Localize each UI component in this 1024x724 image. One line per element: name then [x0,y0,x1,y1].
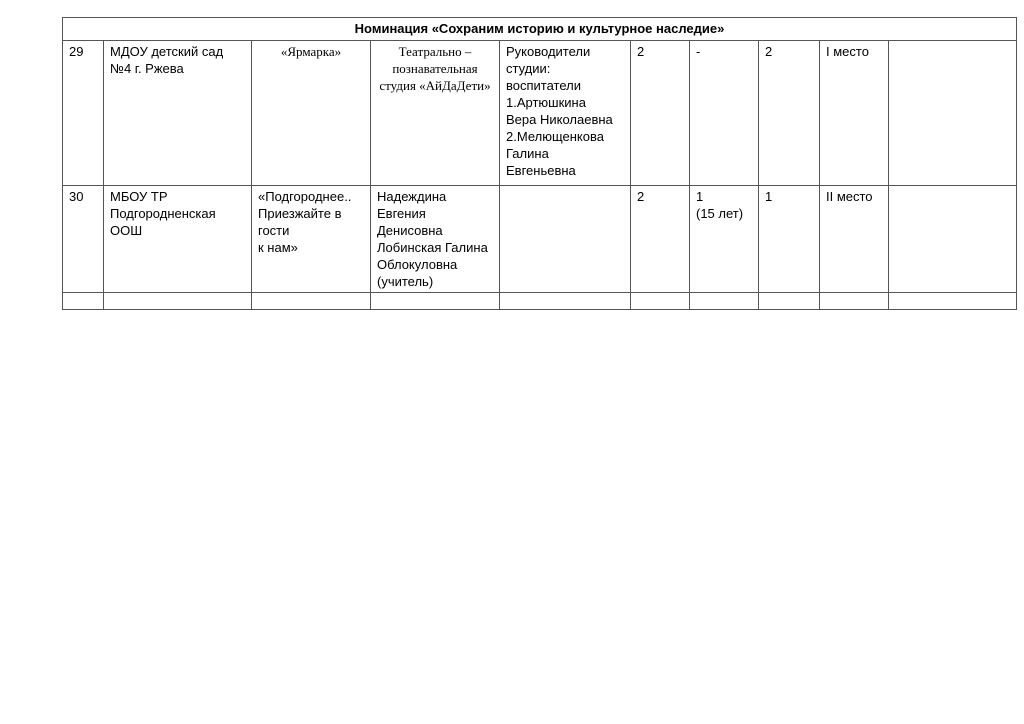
nomination-title: Номинация «Сохраним историю и культурное наследие» [63,18,1017,41]
empty-cell [889,186,1017,293]
place-cell: II место [820,186,889,293]
count-cell: 2 [631,186,690,293]
empty-cell [371,293,500,310]
work-title-cell: «Ярмарка» [252,41,371,186]
leaders-cell [500,186,631,293]
empty-row [63,293,1017,310]
empty-cell [500,293,631,310]
empty-cell [820,293,889,310]
title-row [63,18,1017,41]
organization-cell: МБОУ ТР Подгородненская ООШ [104,186,252,293]
empty-cell [252,293,371,310]
row-number: 30 [63,186,104,293]
score-cell: 2 [759,41,820,186]
empty-cell [889,41,1017,186]
empty-cell [759,293,820,310]
empty-cell [690,293,759,310]
table-row [63,41,1017,186]
place-cell: I место [820,41,889,186]
leaders-cell: Руководители студии: воспитатели 1.Артюшкина Вера Николаевна 2.Мелющенкова Галина Евгеньевна [500,41,631,186]
work-title-cell: «Подгороднее.. Приезжайте в гости к нам» [252,186,371,293]
empty-cell [631,293,690,310]
studio-cell: Надеждина Евгения Денисовна Лобинская Галина Облокуловна (учитель) [371,186,500,293]
row-number: 29 [63,41,104,186]
results-table [62,17,1017,310]
table-row [63,186,1017,293]
empty-cell [63,293,104,310]
age-cell: - [690,41,759,186]
studio-cell: Театрально – познавательная студия «АйДаДети» [371,41,500,186]
age-cell: 1 (15 лет) [690,186,759,293]
empty-cell [889,293,1017,310]
score-cell: 1 [759,186,820,293]
empty-cell [104,293,252,310]
organization-cell: МДОУ детский сад №4 г. Ржева [104,41,252,186]
count-cell: 2 [631,41,690,186]
